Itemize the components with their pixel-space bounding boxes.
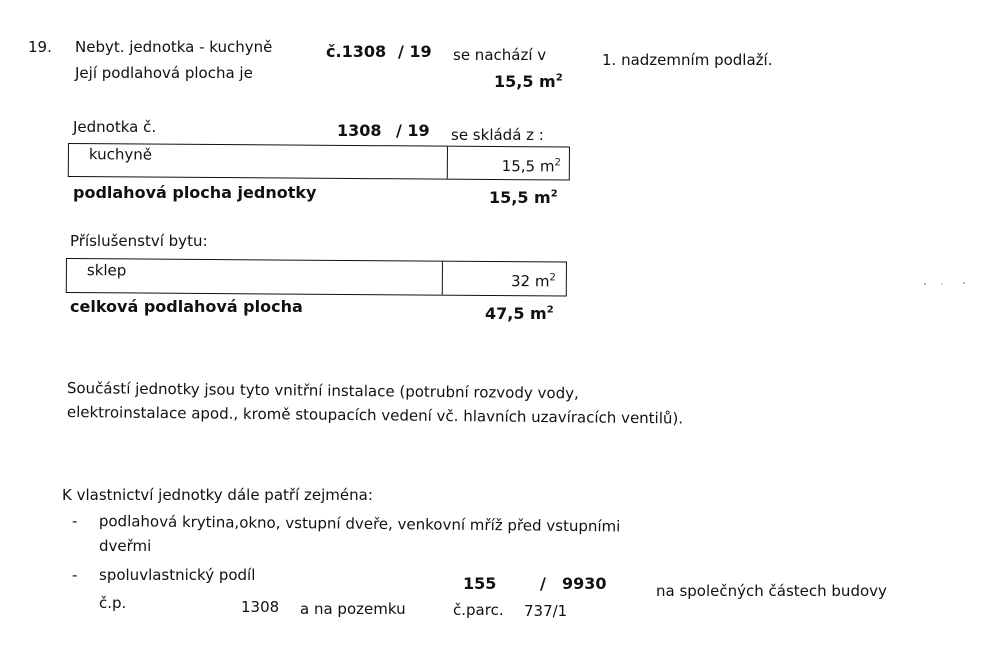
ownership-intro: K vlastnictví jednotky dále patří zejména: — [62, 486, 373, 504]
composition-label: Jednotka č. — [73, 118, 157, 136]
table-divider — [447, 147, 448, 179]
item-number: 19. — [28, 38, 52, 56]
ownership-item-1-line-1: podlahová krytina,okno, vstupní dveře, venkovní mříž před vstupními — [98, 512, 621, 536]
room-name: kuchyně — [88, 145, 153, 164]
floor-area-value: 15,5 $m^2$ — [494, 72, 563, 91]
located-in-text: se nachází v — [453, 46, 547, 64]
share-label: spoluvlastnický podíl — [99, 566, 256, 584]
unit-number: č.1308 — [326, 42, 387, 61]
accessories-table — [66, 258, 567, 296]
share-separator: / — [540, 574, 546, 593]
bullet-dash: - — [72, 512, 78, 530]
floor-area-label: Její podlahová plocha je — [75, 64, 253, 82]
composition-table — [68, 143, 570, 181]
unit-type: Nebyt. jednotka - kuchyně — [75, 38, 273, 56]
composition-consists-label: se skládá z : — [451, 126, 544, 144]
accessory-area: 32 $m^2$ — [510, 272, 556, 291]
parcel-number: 737/1 — [524, 602, 568, 620]
composition-unit-suffix: / 19 — [396, 121, 430, 140]
accessories-label: Příslušenství bytu: — [70, 232, 208, 250]
table-divider — [442, 262, 443, 295]
share-denominator: 9930 — [562, 574, 607, 593]
share-numerator: 155 — [463, 574, 497, 593]
unit-total-value: 15,5 $m^2$ — [489, 188, 558, 207]
bullet-dash: - — [72, 566, 78, 584]
room-area: 15,5 $m^2$ — [501, 157, 561, 176]
accessory-name: sklep — [86, 261, 127, 280]
grand-total-label: celková podlahová plocha — [70, 297, 303, 316]
floor-text: 1. nadzemním podlaží. — [602, 51, 773, 69]
share-text: na společných částech budovy — [656, 582, 887, 600]
composition-unit-number: 1308 — [337, 121, 382, 140]
grand-total-value: 47,5 $m^2$ — [485, 304, 554, 323]
parcel-label: č.parc. — [453, 601, 504, 619]
unit-suffix: / 19 — [398, 42, 432, 61]
unit-total-label: podlahová plocha jednotky — [73, 183, 317, 202]
ownership-item-1-line-2: dveřmi — [99, 537, 152, 555]
scan-specks — [922, 282, 972, 286]
cp-label: č.p. — [99, 594, 127, 612]
land-text: a na pozemku — [300, 600, 406, 618]
installations-line-2: elektroinstalace apod., kromě stoupacích vedení vč. hlavních uzavíracích ventilů). — [66, 403, 684, 428]
cp-number: 1308 — [241, 598, 280, 616]
installations-line-1: Součástí jednotky jsou tyto vnitřní instalace (potrubní rozvody vody, — [66, 379, 579, 403]
